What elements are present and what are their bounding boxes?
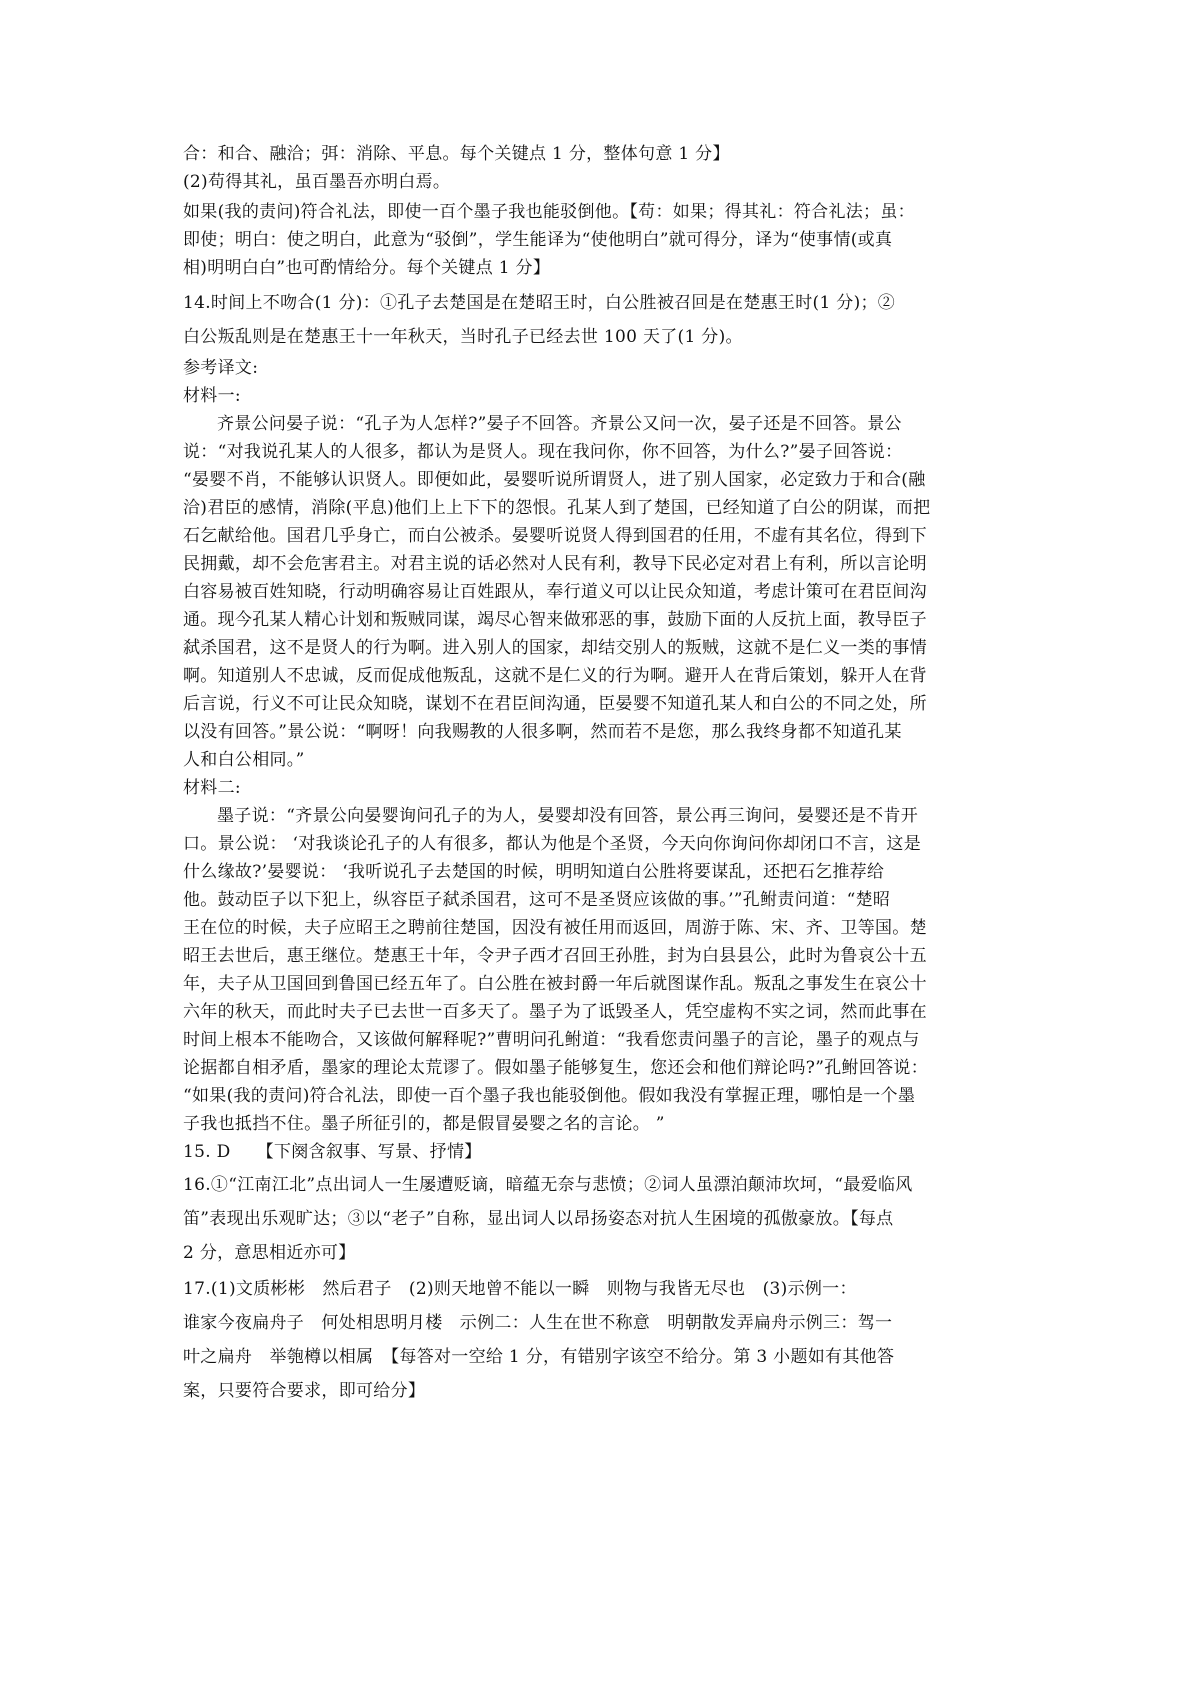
text-line: 案，只要符合要求，即可给分】 bbox=[183, 1381, 426, 1401]
text-line: (2)苟得其礼，虽百墨吾亦明白焉。 bbox=[183, 172, 451, 192]
text-line: 通。现今孔某人精心计划和叛贼同谋，竭尽心智来做邪恶的事，鼓励下面的人反抗上面，教导臣子 bbox=[183, 610, 927, 630]
text-line: 昭王去世后，惠王继位。楚惠王十年，令尹子西才召回王孙胜，封为白县县公，此时为鲁哀公十五 bbox=[183, 946, 927, 966]
text-line: 2 分，意思相近亦可】 bbox=[183, 1243, 356, 1263]
text-line: 叶之扁舟 举匏樽以相属 【每答对一空给 1 分，有错别字该空不给分。第 3 小题如有其他答 bbox=[183, 1347, 895, 1367]
text-line: 洽)君臣的感情，消除(平息)他们上上下下的怨恨。孔某人到了楚国，已经知道了白公的阴谋，而把 bbox=[183, 498, 931, 518]
question-14-line: 14.时间上不吻合(1 分)：①孔子去楚国是在楚昭王时，白公胜被召回是在楚惠王时(1 分)；② bbox=[183, 293, 896, 313]
text-line: 六年的秋天，而此时夫子已去世一百多天了。墨子为了诋毁圣人，凭空虚构不实之词，然而此事在 bbox=[183, 1002, 927, 1022]
text-line: 合：和合、融洽；弭：消除、平息。每个关键点 1 分，整体句意 1 分】 bbox=[183, 144, 730, 164]
text-line: “晏婴不肖，不能够认识贤人。即便如此，晏婴听说所谓贤人，进了别人国家，必定致力于和合(融 bbox=[183, 470, 926, 490]
text-line: 以没有回答。”景公说：“啊呀！向我赐教的人很多啊，然而若不是您，那么我终身都不知道孔某 bbox=[183, 722, 902, 742]
text-line: 啊。知道别人不忠诚，反而促成他叛乱，这就不是仁义的行为啊。避开人在背后策划，躲开人在背 bbox=[183, 666, 927, 686]
text-line: 什么缘故?’晏婴说： ‘我听说孔子去楚国的时候，明明知道白公胜将要谋乱，还把石乞推荐给 bbox=[183, 862, 885, 882]
text-line: 时间上根本不能吻合，又该做何解释呢?”曹明问孔鲋道：“我看您责问墨子的言论，墨子的观点与 bbox=[183, 1030, 920, 1050]
text-line: 白容易被百姓知晓，行动明确容易让百姓跟从，奉行道义可以让民众知道，考虑计策可在君臣间沟 bbox=[183, 582, 927, 602]
text-line: 说：“对我说孔某人的人很多，都认为是贤人。现在我问你，你不回答，为什么?”晏子回答说： bbox=[183, 442, 903, 462]
section-label: 材料一: bbox=[183, 386, 241, 406]
text-line: 弑杀国君，这不是贤人的行为啊。进入别人的国家，却结交别人的叛贼，这就不是仁义一类的事情 bbox=[183, 638, 927, 658]
text-line: 年，夫子从卫国回到鲁国已经五年了。白公胜在被封爵一年后就图谋作乱。叛乱之事发生在哀公十 bbox=[183, 974, 927, 994]
text-line: 白公叛乱则是在楚惠王十一年秋天，当时孔子已经去世 100 天了(1 分)。 bbox=[183, 327, 743, 347]
text-line: 他。鼓动臣子以下犯上，纵容臣子弑杀国君，这可不是圣贤应该做的事。’”孔鲋责问道：“楚昭 bbox=[183, 890, 891, 910]
text-line: 后言说，行义不可让民众知晓，谋划不在君臣间沟通，臣晏婴不知道孔某人和白公的不同之处，所 bbox=[183, 694, 927, 714]
document-page bbox=[183, 140, 1051, 1408]
text-line: 民拥戴，却不会危害君主。对君主说的话必然对人民有利，教导下民必定对君上有利，所以言论明 bbox=[183, 554, 927, 574]
text-line: 子我也抵挡不住。墨子所征引的，都是假冒晏婴之名的言论。 ” bbox=[183, 1114, 665, 1134]
text-line: “如果(我的责问)符合礼法，即使一百个墨子我也能驳倒他。假如我没有掌握正理，哪怕是一个墨 bbox=[183, 1086, 916, 1106]
section-label: 参考译文: bbox=[183, 358, 259, 378]
text-line: 石乞献给他。国君几乎身亡，而白公被杀。晏婴听说贤人得到国君的任用，不虚有其名位，得到下 bbox=[183, 526, 927, 546]
question-16-line: 16.①“江南江北”点出词人一生屡遭贬谪，暗蕴无奈与悲愤；②词人虽漂泊颠沛坎坷，“最爱临风 bbox=[183, 1175, 913, 1195]
text-line: 相)明明白白”也可酌情给分。每个关键点 1 分】 bbox=[183, 258, 551, 278]
text-line: 论据都自相矛盾，墨家的理论太荒谬了。假如墨子能够复生，您还会和他们辩论吗?”孔鲋回答说： bbox=[183, 1058, 929, 1078]
text-line: 人和白公相同。” bbox=[183, 750, 305, 770]
question-15-line: 15. D 【下阕含叙事、写景、抒情】 bbox=[183, 1142, 482, 1162]
text-line: 谁家今夜扁舟子 何处相思明月楼 示例二：人生在世不称意 明朝散发弄扁舟示例三：驾一 bbox=[183, 1313, 893, 1333]
text-line: 如果(我的责问)符合礼法，即使一百个墨子我也能驳倒他。【苟：如果；得其礼：符合礼法；虽： bbox=[183, 202, 915, 222]
text-line: 即使；明白：使之明白，此意为“驳倒”，学生能译为“使他明白”就可得分，译为“使事情(或真 bbox=[183, 230, 893, 250]
text-line: 王在位的时候，夫子应昭王之聘前往楚国，因没有被任用而返回，周游于陈、宋、齐、卫等国。楚 bbox=[183, 918, 927, 938]
text-line: 口。景公说： ‘对我谈论孔子的人有很多，都认为他是个圣贤，今天向你询问你却闭口不言，这是 bbox=[183, 834, 922, 854]
text-line: 笛”表现出乐观旷达；③以“老子”自称，显出词人以昂扬姿态对抗人生困境的孤傲豪放。【每点 bbox=[183, 1209, 894, 1229]
text-line: 墨子说：“齐景公向晏婴询问孔子的为人，晏婴却没有回答，景公再三询问，晏婴还是不肯开 bbox=[217, 806, 918, 826]
question-17-line: 17.(1)文质彬彬 然后君子 (2)则天地曾不能以一瞬 则物与我皆无尽也 (3)示例一： bbox=[183, 1279, 857, 1299]
section-label: 材料二: bbox=[183, 778, 241, 798]
text-line: 齐景公问晏子说：“孔子为人怎样?”晏子不回答。齐景公又问一次，晏子还是不回答。景公 bbox=[217, 414, 902, 434]
